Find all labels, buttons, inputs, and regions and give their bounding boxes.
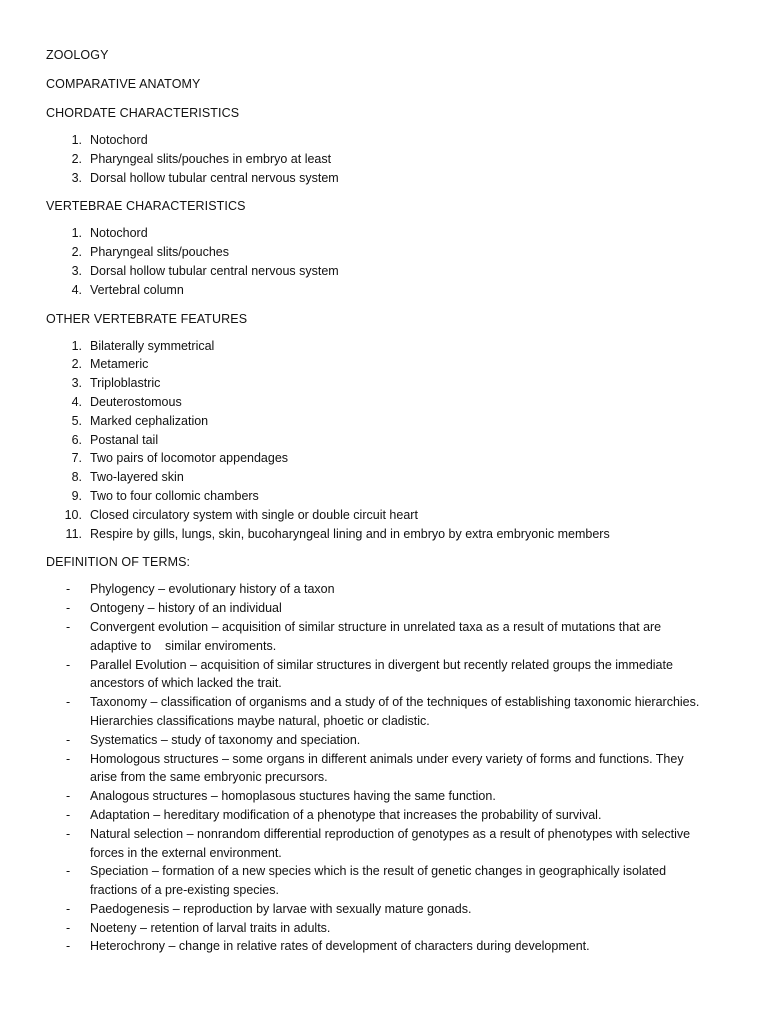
list-item-number: 4. xyxy=(71,394,82,409)
dash-bullet: - xyxy=(66,582,71,597)
list-item-number: 6. xyxy=(71,432,82,447)
list-item-text: Postanal tail xyxy=(90,432,159,447)
definition-line: Ontogeny – history of an individual xyxy=(90,601,282,616)
definitions-list xyxy=(46,580,726,956)
definition-item xyxy=(46,580,726,599)
list-item-number: 3. xyxy=(71,376,82,391)
definition-line: Heterochrony – change in relative rates of development of characters during development. xyxy=(90,939,590,954)
list-item-text: Deuterostomous xyxy=(90,394,182,409)
definition-text xyxy=(90,599,726,618)
definition-item xyxy=(46,656,726,694)
list-item xyxy=(46,431,726,450)
definition-item xyxy=(46,806,726,825)
list-item-text: Notochord xyxy=(90,226,148,241)
list-item-text: Closed circulatory system with single or double circuit heart xyxy=(90,507,418,522)
definition-item xyxy=(46,618,726,656)
list-item-number: 4. xyxy=(71,282,82,297)
list-item xyxy=(46,150,726,169)
list-item-number: 5. xyxy=(71,413,82,428)
dash-bullet: - xyxy=(66,901,71,916)
definition-text xyxy=(90,656,726,694)
dash-bullet: - xyxy=(66,864,71,879)
list-item xyxy=(46,468,726,487)
list-item-number: 1. xyxy=(71,338,82,353)
definition-text xyxy=(90,937,726,956)
definition-line: Homologous structures – some organs in different animals under every variety of forms and functions. They xyxy=(90,751,684,766)
dash-bullet: - xyxy=(66,657,71,672)
definition-item xyxy=(46,599,726,618)
list-item-text: Two pairs of locomotor appendages xyxy=(90,451,289,466)
definition-line: Analogous structures – homoplasous stuctures having the same function. xyxy=(90,789,496,804)
list-item-text: Respire by gills, lungs, skin, bucoharyngeal lining and in embryo by extra embryonic members xyxy=(90,526,610,541)
definition-text xyxy=(90,806,726,825)
definition-item xyxy=(46,862,726,900)
definition-text xyxy=(90,618,726,656)
list-item-text: Pharyngeal slits/pouches xyxy=(90,245,229,260)
list-item-text: Marked cephalization xyxy=(90,413,209,428)
definition-item xyxy=(46,787,726,806)
dash-bullet: - xyxy=(66,619,71,634)
definition-text xyxy=(90,750,726,788)
list-item xyxy=(46,281,726,300)
list-item-number: 8. xyxy=(71,470,82,485)
dash-bullet: - xyxy=(66,920,71,935)
definition-continuation: adaptive to similar enviroments. xyxy=(90,638,277,653)
list-item-text: Triploblastric xyxy=(90,376,161,391)
dash-bullet: - xyxy=(66,826,71,841)
dash-bullet: - xyxy=(66,789,71,804)
list-item-number: 3. xyxy=(71,170,82,185)
definition-line: Noeteny – retention of larval traits in adults. xyxy=(90,920,331,935)
list-item xyxy=(46,243,726,262)
definition-line: Phylogency – evolutionary history of a taxon xyxy=(90,582,335,597)
list-item-text: Vertebral column xyxy=(90,282,184,297)
list-item-number: 11. xyxy=(65,526,82,541)
dash-bullet: - xyxy=(66,601,71,616)
list-item-number: 2. xyxy=(71,357,82,372)
definition-item xyxy=(46,731,726,750)
list-item-number: 3. xyxy=(71,263,82,278)
definition-continuation: arise from the same embryonic precursors. xyxy=(90,770,328,785)
list-item xyxy=(46,525,726,544)
definition-text xyxy=(90,787,726,806)
list-item-number: 10. xyxy=(64,507,82,522)
list-item-text: Dorsal hollow tubular central nervous system xyxy=(90,170,339,185)
definition-line: Parallel Evolution – acquisition of similar structures in divergent but recently related groups the immediate xyxy=(90,657,673,672)
section-heading-other: OTHER VERTEBRATE FEATURES xyxy=(46,311,248,326)
section-heading-definitions: DEFINITION OF TERMS: xyxy=(46,555,191,570)
list-item xyxy=(46,393,726,412)
document-title: ZOOLOGY xyxy=(46,48,109,62)
definition-line: Natural selection – nonrandom differential reproduction of genotypes as a result of phenotypes with selective xyxy=(90,826,691,841)
dash-bullet: - xyxy=(66,939,71,954)
list-item-text: Notochord xyxy=(90,133,148,147)
document-page xyxy=(46,46,726,956)
list-item-number: 1. xyxy=(71,226,82,241)
list-item xyxy=(46,487,726,506)
definition-text xyxy=(90,919,726,938)
definition-item xyxy=(46,900,726,919)
list-item xyxy=(46,506,726,525)
list-item xyxy=(46,355,726,374)
definition-text xyxy=(90,731,726,750)
definition-line: Taxonomy – classification of organisms and a study of of the techniques of establishing taxonomic hierarchies. xyxy=(90,695,700,710)
list-item xyxy=(46,262,726,281)
list-item-number: 9. xyxy=(71,488,82,503)
definition-line: Systematics – study of taxonomy and speciation. xyxy=(90,732,361,747)
definition-text xyxy=(90,580,726,599)
list-item xyxy=(46,337,726,356)
section-heading-chordate: CHORDATE CHARACTERISTICS xyxy=(46,106,240,120)
definition-continuation: forces in the external environment. xyxy=(90,845,282,860)
definition-text xyxy=(90,825,726,863)
definition-text xyxy=(90,862,726,900)
definition-line: Speciation – formation of a new species which is the result of genetic changes in geographically isolated xyxy=(90,864,667,879)
list-item xyxy=(46,131,726,150)
list-item-number: 1. xyxy=(71,133,82,147)
dash-bullet: - xyxy=(66,732,71,747)
definition-item xyxy=(46,937,726,956)
definition-line: Convergent evolution – acquisition of similar structure in unrelated taxa as a result of mutations that are xyxy=(90,619,662,634)
definition-text xyxy=(90,693,726,731)
list-item-text: Metameric xyxy=(90,357,149,372)
list-item-text: Dorsal hollow tubular central nervous system xyxy=(90,263,339,278)
definition-continuation: Hierarchies classifications maybe natural, phoetic or cladistic. xyxy=(90,713,430,728)
vertebrae-list xyxy=(46,224,726,299)
list-item xyxy=(46,169,726,188)
list-item-text: Bilaterally symmetrical xyxy=(90,338,215,353)
definition-item xyxy=(46,825,726,863)
section-heading-vertebrae: VERTEBRAE CHARACTERISTICS xyxy=(46,199,246,214)
list-item xyxy=(46,374,726,393)
list-item xyxy=(46,224,726,243)
definition-line: Paedogenesis – reproduction by larvae with sexually mature gonads. xyxy=(90,901,472,916)
list-item xyxy=(46,412,726,431)
definition-continuation: ancestors of which lacked the trait. xyxy=(90,676,282,691)
document-subtitle: COMPARATIVE ANATOMY xyxy=(46,77,201,91)
list-item-number: 7. xyxy=(71,451,82,466)
list-item-text: Two-layered skin xyxy=(90,470,184,485)
definition-text xyxy=(90,900,726,919)
dash-bullet: - xyxy=(66,695,71,710)
list-item-text: Pharyngeal slits/pouches in embryo at least xyxy=(90,151,332,166)
list-item xyxy=(46,449,726,468)
list-item-number: 2. xyxy=(71,245,82,260)
list-item-number: 2. xyxy=(71,151,82,166)
other-features-list xyxy=(46,337,726,544)
definition-item xyxy=(46,693,726,731)
dash-bullet: - xyxy=(66,751,71,766)
list-item-text: Two to four collomic chambers xyxy=(90,488,259,503)
definition-continuation: fractions of a pre-existing species. xyxy=(90,883,279,898)
definition-line: Adaptation – hereditary modification of a phenotype that increases the probability of survival. xyxy=(90,807,602,822)
chordate-list xyxy=(46,131,726,187)
definition-item xyxy=(46,750,726,788)
definition-item xyxy=(46,919,726,938)
dash-bullet: - xyxy=(66,807,71,822)
